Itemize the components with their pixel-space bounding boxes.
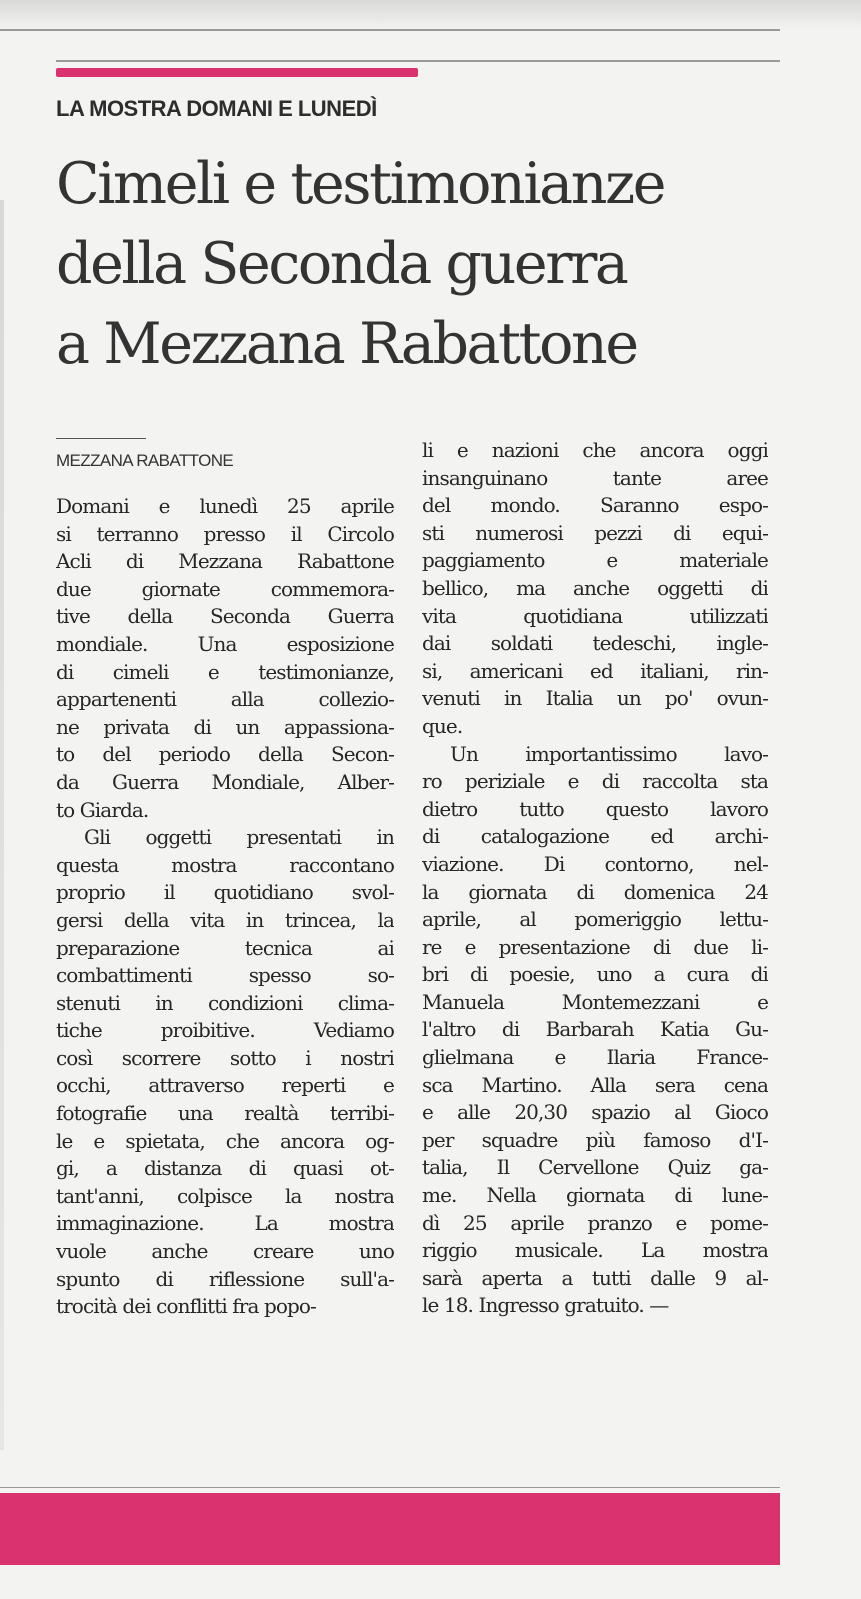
- article-text-line: di cimeli e testimonianze,: [56, 659, 394, 684]
- section-rule: [56, 60, 780, 62]
- article-text-line: vuole anche creare uno: [56, 1239, 394, 1264]
- headline-line: Cimeli e testimonianze: [56, 151, 665, 217]
- article-text-line: mondiale. Una esposizione: [56, 631, 394, 656]
- article-text-line: da Guerra Mondiale, Alber-: [56, 769, 394, 794]
- article-text-line: venuti in Italia un po' ovun-: [422, 686, 768, 711]
- article-column-right: [422, 437, 768, 1320]
- article-headline: [56, 144, 780, 384]
- article-text-line: combattimenti spesso so-: [56, 963, 394, 988]
- article-text-line: sarà aperta a tutti dalle 9 al-: [422, 1265, 768, 1290]
- article-text-line: le e spietata, che ancora og-: [56, 1128, 394, 1153]
- article-text-line: Gli oggetti presentati in: [84, 825, 394, 850]
- headline-line: della Seconda guerra: [56, 231, 627, 297]
- article-text-line: si, americani ed italiani, rin-: [422, 658, 768, 683]
- headline-line: a Mezzana Rabattone: [56, 311, 637, 377]
- article-text-line: la giornata di domenica 24: [422, 879, 768, 904]
- article-text-line: appartenenti alla collezio-: [56, 687, 394, 712]
- article-text-line: gersi della vita in trincea, la: [56, 907, 394, 932]
- article-text-line: dai soldati tedeschi, ingle-: [422, 631, 768, 656]
- article-text-line: gi, a distanza di quasi ot-: [56, 1156, 394, 1181]
- article-text-line: vita quotidiana utilizzati: [422, 603, 768, 628]
- article-text-line: l'altro di Barbarah Katia Gu-: [422, 1017, 768, 1042]
- article-text-line: li e nazioni che ancora oggi: [422, 438, 768, 462]
- article-text-line: dietro tutto questo lavoro: [422, 796, 768, 821]
- article-text-line: insanguinano tante aree: [422, 465, 768, 490]
- bottom-accent-band: [0, 1493, 780, 1565]
- article-text-line: talia, Il Cervellone Quiz ga-: [422, 1155, 768, 1180]
- article-text-line: bellico, ma anche oggetti di: [422, 575, 768, 600]
- article-text-line: questa mostra raccontano: [56, 852, 394, 877]
- article-text-line: me. Nella giornata di lune-: [422, 1183, 768, 1208]
- article-text-line: e alle 20,30 spazio al Gioco: [422, 1100, 768, 1125]
- article-text-line: tiche proibitive. Vediamo: [56, 1018, 394, 1043]
- article-text-line: Acli di Mezzana Rabattone: [56, 549, 394, 574]
- article-dateline: MEZZANA RABATTONE: [56, 451, 234, 470]
- article-text-line: trocità dei conflitti fra popo-: [56, 1294, 316, 1319]
- article-text-line: proprio il quotidiano svol-: [56, 880, 394, 905]
- article-text-line: que.: [422, 713, 463, 738]
- article-text-line: re e presentazione di due li-: [422, 934, 768, 959]
- article-text-line: sca Martino. Alla sera cena: [422, 1072, 768, 1097]
- bottom-rule: [0, 1487, 780, 1488]
- dateline-rule: [56, 438, 146, 439]
- article-text-line: aprile, al pomeriggio lettu-: [422, 907, 768, 932]
- article-text-line: Domani e lunedì 25 aprile: [56, 494, 394, 518]
- article-column-left: [56, 493, 394, 1321]
- article-text-line: di catalogazione ed archi-: [422, 824, 768, 849]
- article-text-line: ro periziale e di raccolta sta: [422, 769, 768, 794]
- article-text-line: tive della Seconda Guerra: [56, 604, 394, 629]
- article-text-line: to del periodo della Secon-: [56, 742, 394, 767]
- article-text-line: così scorrere sotto i nostri: [56, 1045, 394, 1070]
- article-text-line: to Giarda.: [56, 797, 149, 822]
- article-text-line: si terranno presso il Circolo: [56, 521, 394, 546]
- article-text-line: bri di poesie, uno a cura di: [422, 962, 768, 987]
- article-text-line: immaginazione. La mostra: [56, 1211, 394, 1236]
- article-kicker: LA MOSTRA DOMANI E LUNEDÌ: [56, 96, 377, 121]
- article-text-line: due giornate commemora-: [56, 576, 394, 601]
- article-text-line: sti numerosi pezzi di equi-: [422, 520, 768, 545]
- article-text-line: ne privata di un appassiona-: [56, 714, 394, 739]
- article-text-line: dì 25 aprile pranzo e pome-: [422, 1210, 768, 1235]
- article-text-line: per squadre più famoso d'I-: [422, 1127, 768, 1152]
- article-text-line: tant'anni, colpisce la nostra: [56, 1183, 394, 1208]
- article-text-line: occhi, attraverso reperti e: [56, 1073, 394, 1098]
- article-text-line: Un importantissimo lavo-: [450, 741, 768, 766]
- article-text-line: paggiamento e materiale: [422, 548, 768, 573]
- accent-bar: [56, 68, 418, 77]
- top-rule: [0, 29, 780, 31]
- article-text-line: fotografie una realtà terribi-: [56, 1101, 394, 1126]
- article-text-line: riggio musicale. La mostra: [422, 1238, 768, 1263]
- article-text-line: le 18. Ingresso gratuito. —: [422, 1293, 669, 1318]
- article-text-line: glielmana e Ilaria France-: [422, 1045, 768, 1070]
- article-text-line: viazione. Di contorno, nel-: [422, 851, 768, 876]
- article-text-line: spunto di riflessione sull'a-: [56, 1266, 394, 1291]
- article-text-line: stenuti in condizioni clima-: [56, 990, 394, 1015]
- article-text-line: preparazione tecnica ai: [56, 935, 394, 960]
- article-text-line: Manuela Montemezzani e: [422, 989, 768, 1014]
- article-text-line: del mondo. Saranno espo-: [422, 493, 768, 518]
